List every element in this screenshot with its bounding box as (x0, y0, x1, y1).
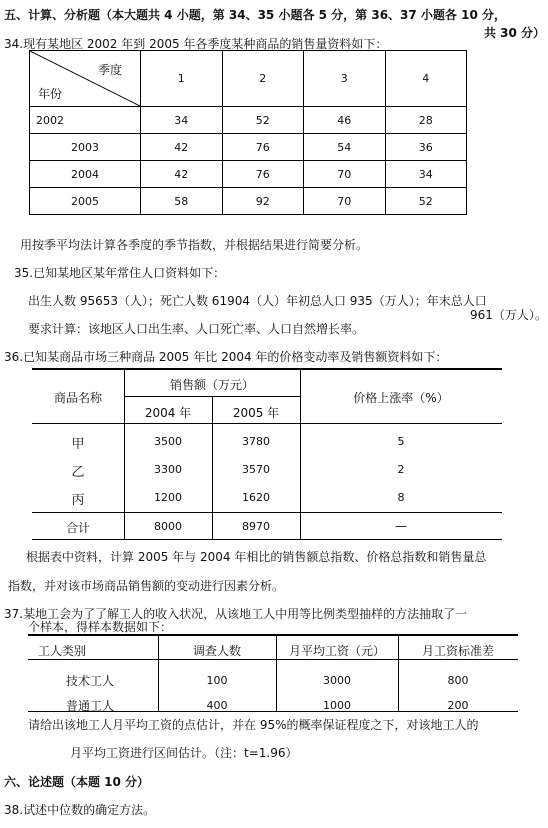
price-sales-table (32, 368, 502, 540)
product-name-cell: 甲 (71, 437, 85, 452)
value-cell: 58 (141, 188, 223, 215)
corner-quarter-label: 季度 (98, 63, 123, 77)
quarter-header: 4 (385, 51, 467, 107)
question-34-task: 用按季平均法计算各季度的季节指数，并根据结果进行简要分析。 (20, 238, 369, 252)
header-survey-count: 调查人数 (192, 644, 241, 658)
table-hline (28, 659, 518, 660)
value-cell: 92 (222, 188, 304, 215)
sales-2004-cell: 1200 (154, 491, 182, 504)
header-2005: 2005 年 (232, 406, 280, 420)
table-row (30, 134, 467, 161)
value-cell: 34 (141, 107, 223, 134)
table-vline (124, 368, 125, 540)
sales-2004-cell: 3500 (154, 435, 182, 448)
sales-2005-cell: 3780 (242, 435, 270, 448)
value-cell: 42 (141, 134, 223, 161)
question-37-line2: 个样本，得样本数据如下： (28, 620, 173, 634)
question-35-line3: 要求计算：该地区人口出生率、人口死亡率、人口自然增长率。 (28, 322, 365, 336)
table-row (30, 161, 467, 188)
quarter-header: 2 (222, 51, 304, 107)
table-hline (124, 396, 300, 397)
sales-2004-cell: 8000 (154, 520, 182, 533)
survey-count-cell: 400 (206, 699, 228, 712)
sales-2005-cell: 3570 (242, 463, 270, 476)
table-hline (32, 423, 502, 424)
value-cell: 28 (385, 107, 467, 134)
value-cell: 42 (141, 161, 223, 188)
value-cell: 76 (222, 161, 304, 188)
wage-std-cell: 800 (447, 674, 469, 687)
value-cell: 46 (304, 107, 386, 134)
question-36-task-line1: 根据表中资料，计算 2005 年与 2004 年相比的销售额总指数、价格总指数和销售量总 (26, 550, 487, 564)
corner-year-label: 年份 (38, 87, 63, 101)
question-37-task-line2: 月平均工资进行区间估计。（注：t=1.96） (70, 746, 298, 760)
value-cell: 52 (222, 107, 304, 134)
corner-cell (30, 51, 141, 107)
section-5-title-line1: 五、计算、分析题（本大题共 4 小题，第 34、35 小题各 5 分，第 36、37 小题各 10 分， (4, 8, 506, 22)
price-rate-cell: 8 (397, 491, 405, 504)
header-worker-type: 工人类别 (38, 644, 87, 658)
value-cell: 76 (222, 134, 304, 161)
header-product-name: 商品名称 (53, 391, 102, 405)
sales-2004-cell: 3300 (154, 463, 182, 476)
table-top-rule (28, 634, 518, 636)
year-cell: 2003 (30, 134, 141, 161)
price-rate-cell: — (395, 519, 407, 533)
value-cell: 54 (304, 134, 386, 161)
price-rate-cell: 2 (397, 463, 405, 476)
section-6-title: 六、论述题（本题 10 分） (4, 775, 150, 789)
sales-2005-cell: 1620 (242, 491, 270, 504)
value-cell: 36 (385, 134, 467, 161)
section-5-title-line2: 共 30 分） (484, 26, 546, 40)
table-top-rule (32, 368, 502, 370)
product-name-cell: 乙 (71, 465, 85, 480)
product-name-cell: 合计 (65, 521, 90, 535)
wage-std-cell: 200 (447, 699, 469, 712)
question-34-text: 34.现有某地区 2002 年到 2005 年各季度某种商品的销售量资料如下： (4, 37, 388, 51)
question-36-text: 36.已知某商品市场三种商品 2005 年比 2004 年的价格变动率及销售额资料如下： (4, 350, 448, 364)
header-wage-std: 月工资标准差 (421, 644, 494, 658)
table-bottom-rule (32, 539, 502, 540)
worker-type-cell: 普通工人 (66, 699, 115, 713)
header-2004: 2004 年 (144, 406, 192, 420)
header-avg-wage: 月平均工资（元） (288, 644, 385, 658)
year-cell: 2004 (30, 161, 141, 188)
quarter-header: 3 (304, 51, 386, 107)
question-35-line2: 961（万人）。 (470, 308, 547, 322)
question-38-text: 38.试述中位数的确定方法。 (4, 803, 156, 817)
question-37-task-line1: 请给出该地工人月平均工资的点估计，并在 95%的概率保证程度之下，对该地工人的 (28, 718, 479, 732)
question-37-line1: 37.某地工会为了了解工人的收入状况，从该地工人中用等比例类型抽样的方法抽取了一 (4, 607, 468, 621)
quarter-header: 1 (141, 51, 223, 107)
value-cell: 70 (304, 161, 386, 188)
worker-type-cell: 技术工人 (66, 674, 115, 688)
product-name-cell: 丙 (71, 493, 85, 508)
price-rate-cell: 5 (397, 435, 405, 448)
worker-sample-table (28, 634, 518, 712)
table-row (30, 188, 467, 215)
header-sales: 销售额（万元） (169, 378, 254, 392)
year-cell: 2005 (30, 188, 141, 215)
question-36-task-line2: 指数，并对该市场商品销售额的变动进行因素分析。 (8, 579, 285, 593)
avg-wage-cell: 3000 (323, 674, 351, 687)
sales-volume-table (29, 50, 467, 215)
question-35-line1: 出生人数 95653（人）；死亡人数 61904（人）年初总人口 935（万人）；年末总人口 (28, 294, 487, 308)
year-cell: 2002 (30, 107, 141, 134)
table-row (30, 107, 467, 134)
avg-wage-cell: 1000 (323, 699, 351, 712)
value-cell: 70 (304, 188, 386, 215)
header-price-rate: 价格上涨率（%） (353, 391, 449, 405)
survey-count-cell: 100 (206, 674, 228, 687)
question-35-text: 35.已知某地区某年常住人口资料如下： (14, 266, 226, 280)
value-cell: 52 (385, 188, 467, 215)
value-cell: 34 (385, 161, 467, 188)
table-hline (32, 512, 502, 513)
sales-2005-cell: 8970 (242, 520, 270, 533)
